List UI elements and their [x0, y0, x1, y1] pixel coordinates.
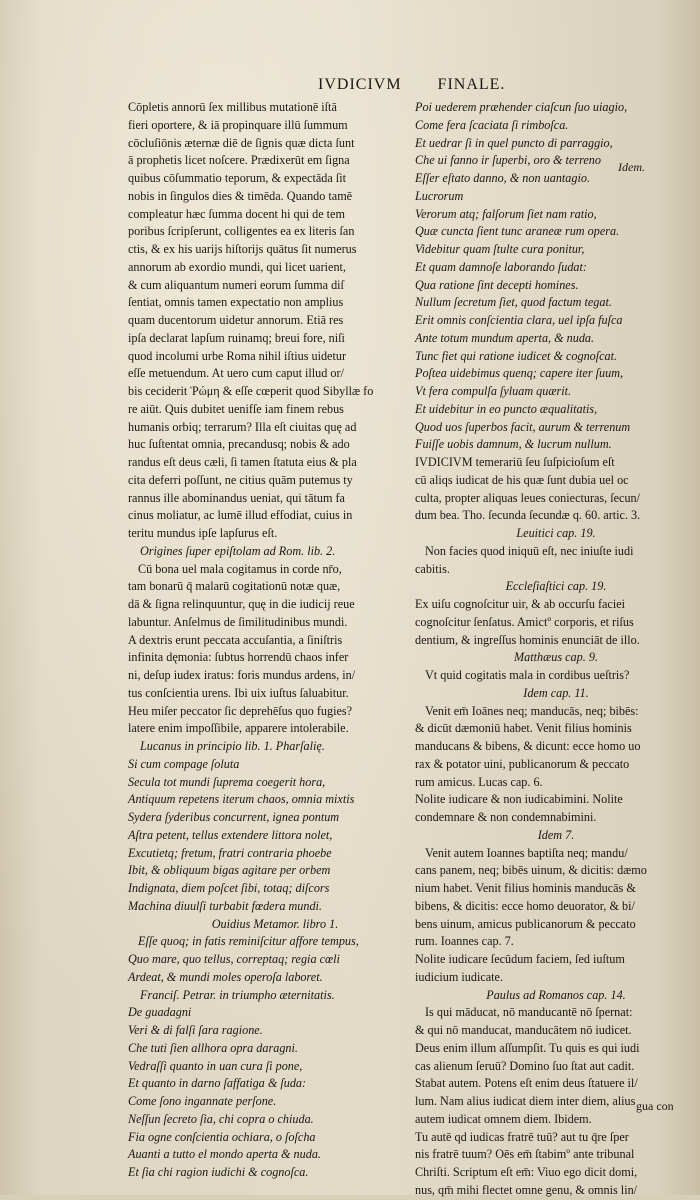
text-line: bens uinum, amicus publicanorum & peccato: [415, 916, 636, 931]
text-line: Che tuti ſien allhora opra daragni.: [128, 1040, 298, 1055]
text-line: Poi uederem præhender ciaſcun ſuo uiagio,: [415, 100, 628, 114]
text-line: Deus enim illum aſſumpſit. Tu quis es qui iudi: [415, 1040, 640, 1055]
text-line: Tunc fiet qui ratione iudicet & cognoſcat.: [415, 348, 618, 363]
text-line: infinita dęmonia: ſubtus horrendū chaos infer: [128, 650, 349, 665]
citation: Lucanus in principio lib. 1. Pharſalię.: [140, 739, 325, 753]
text-line: ā prophetis licet noſcere. Prædixerūt em ſigna: [128, 153, 350, 168]
text-line: Ante totum mundum aperta, & nuda.: [415, 330, 595, 345]
text-line: Veri & di falſi ſara ragione.: [128, 1023, 263, 1037]
text-line: A dextris erunt peccata accuſantia, a ſiniſtris: [128, 632, 343, 647]
text-line: Vt quid cogitatis mala in cordibus ueſtris?: [425, 668, 630, 682]
text-line: rax & potator uini, publicanorum & peccato: [415, 756, 630, 771]
text-line: Et ſia chi ragion iudichi & cognoſca.: [128, 1165, 309, 1179]
text-line: cinus moliatur, ac lumē illud effodiat, cuius in: [128, 508, 353, 523]
text-line: huc ſuſtentat omnia, precandusq; nobis & ado: [128, 437, 350, 452]
running-head-left: IVDICIVM: [318, 76, 402, 93]
text-line: tus conſcientia urens. Ibi uix iuſtus ſaluabitur.: [128, 685, 349, 700]
marginal-note: Idem.: [618, 160, 645, 174]
text-line: dā & ſigna relinquuntur, quę in die iudicij reue: [128, 597, 355, 611]
citation: Origines ſuper epiſtolam ad Rom. lib. 2.: [140, 543, 336, 558]
text-line: tam bonarū q̄ malarū cogitationū notæ quæ,: [128, 579, 341, 594]
text-line: eſſe metuendum. At uero cum caput illud or/: [128, 366, 344, 381]
text-line: Auanti a tutto el mondo aperta & nuda.: [128, 1147, 321, 1162]
text-line: ſentiat, omnis tamen expectatio non amplius: [128, 295, 344, 310]
text-line: Come ſono ingannate perſone.: [128, 1094, 277, 1108]
text-line: & cum aliquantum numeri eorum ſumma diſ: [128, 277, 344, 292]
text-line: Verorum atq; falſorum ſiet nam ratio,: [415, 206, 597, 221]
text-line: Heu miſer peccator ſic deprehēſus quo fugies?: [128, 703, 353, 718]
text-line: cans panem, neq; bibēs uinum, & dicitis: dæmo: [415, 863, 647, 878]
text-line: Ex uiſu cognoſcitur uir, & ab occurſu faciei: [415, 597, 626, 611]
text-line: ipſa declarat lapſum ruinamq; breui fore, niſi: [128, 330, 345, 345]
citation: Ouidius Metamor. libro 1.: [211, 916, 339, 931]
citation: Franciſ. Petrar. in triumpho æternitatis.: [140, 987, 335, 1002]
text-line: teritu mundus ipſe lapſurus eſt.: [128, 526, 278, 540]
text-line: quibus cōſummatio teporum, & expectāda ſit: [128, 171, 346, 185]
text-line: Fuiſſe uobis damnum, & lucrum nullum.: [415, 437, 612, 452]
text-line: Erit omnis conſcientia clara, uel ipſa fuſca: [415, 313, 623, 327]
text-line: dum bea. Tho. ſecunda ſecundæ q. 60. artic. 3.: [415, 508, 641, 523]
text-line: Videbitur quam ſtulte cura ponitur,: [415, 242, 585, 256]
text-line: Come fera ſcaciata ſi rimboſca.: [415, 117, 569, 132]
text-line: iudicium iudicate.: [415, 969, 503, 984]
running-head-right: FINALE.: [437, 76, 506, 93]
text-line: Et quam damnoſe laborando ſudat:: [415, 259, 587, 274]
text-line: poribus ſcripſerunt, colligentes ea ex literis ſan: [128, 224, 355, 239]
text-line: Et uedrar ſi in quel puncto di parraggio,: [415, 135, 613, 150]
text-line: Sydera ſyderibus concurrent, ignea pontum: [128, 810, 340, 824]
text-line: Antiquum repetens iterum chaos, omnia mixtis: [128, 792, 355, 807]
text-line: Excutietq; fretum, fratri contraria phoebe: [128, 845, 332, 860]
text-line: quod incolumi urbe Roma nihil iſtius uidetur: [128, 348, 347, 363]
text-line: rannus ille abominandus ueniat, qui tātum fa: [128, 490, 345, 505]
text-line: cū aliqs iudicat de his quæ ſunt dubia uel oc: [415, 472, 629, 487]
text-line: Non facies quod iniquū eſt, nec iniuſte iudi: [425, 543, 634, 558]
text-line: latere enim impoſſibile, apparere intolerabile.: [128, 721, 349, 736]
text-line: cōcluſiōnis æternæ diē de ſignis quæ dicta ſunt: [128, 135, 355, 150]
text-line: cita deferri poſſunt, ne citius quām putemus ty: [128, 472, 353, 487]
citation: Idem 7.: [537, 827, 575, 842]
text-line: Cōpletis annorū ſex millibus mutationē iſtā: [128, 100, 337, 114]
text-line: Fia ogne conſcientia ochiara, o ſoſcha: [128, 1129, 316, 1144]
text-line: cognoſcitur ſenſatus. Amictº corporis, et riſus: [415, 614, 634, 629]
text-line: Nullum ſecretum ſiet, quod factum tegat.: [415, 295, 612, 310]
text-line: labuntur. Anſelmus de ſimilitudinibus mundi.: [128, 614, 348, 629]
text-line: ctis, & ex his uarijs hiſtorijs quātus ſit numerus: [128, 242, 357, 256]
text-line: & qui nō manducat, manducātem nō iudicet.: [415, 1023, 632, 1037]
text-line: Aſtra petent, tellus extendere littora nolet,: [128, 827, 333, 842]
text-line: Venit autem Ioannes baptiſta neq; mandu/: [425, 845, 628, 860]
text-line: nobis in ſingulos dies & timēda. Quando tamē: [128, 188, 353, 203]
text-line: Et quanto in darno ſaffatiga & ſuda:: [128, 1076, 307, 1091]
text-line: bibens, & dicitis: ecce homo deuorator, & bi/: [415, 898, 635, 913]
text-line: Chriſti. Scriptum eſt em̄: Viuo ego dicit domi,: [415, 1165, 638, 1179]
text-line: fieri oportere, & iā propinquare illū ſummum: [128, 117, 348, 132]
running-head: [318, 76, 505, 94]
text-line: Nolite iudicare & non iudicabimini. Nolite: [415, 792, 623, 807]
text-line: Eſſer eſtato danno, & non uantagio.: [415, 171, 591, 185]
right-column: [415, 99, 685, 1200]
text-line: randus eſt deus cæli, ſi tamen ſtatuta eius & pla: [128, 455, 357, 469]
text-line: IVDICIVM temerariū ſeu ſuſpicioſum eſt: [415, 455, 615, 469]
text-line: Venit em̄ Ioānes neq; manducās, neq; bibēs:: [425, 703, 639, 718]
text-line: nis fratrē tuum? Oēs em̄ ſtabimº ante tribunal: [415, 1147, 635, 1162]
text-line: Eſſe quoq; in fatis reminiſcitur affore tempus,: [138, 934, 359, 949]
text-line: dentium, & ingreſſus hominis enunciāt de illo.: [415, 632, 640, 647]
citation: Matthæus cap. 9.: [514, 650, 598, 665]
text-line: Ardeat, & mundi moles operoſa laboret.: [128, 969, 323, 984]
text-line: Ibit, & obliquum bigas agitare per orbem: [128, 863, 331, 878]
text-line: Nolite iudicare ſecūdum faciem, ſed iuſtum: [415, 952, 625, 966]
page-header: [0, 76, 700, 98]
text-line: humanis orbiq; terrarum? Illa eſt ciuitas quę ad: [128, 419, 357, 434]
text-line: cas alienum ſeruū? Domino ſuo ſtat aut cadit.: [415, 1058, 635, 1073]
citation: Leuitici cap. 19.: [516, 526, 596, 540]
text-line: lum. Nam alius iudicat diem inter diem, alius: [415, 1094, 636, 1108]
text-line: Cū bona uel mala cogitamus in corde nr̄o,: [138, 561, 342, 576]
text-line: re aiūt. Quis dubitet uenifſe iam finem rebus: [128, 401, 344, 416]
catchword: gua con: [636, 1099, 674, 1113]
text-line: quam ducentorum uidetur annorum. Etiā res: [128, 313, 344, 327]
text-line: bis ceciderit Ῥώμη & eſſe cœperit quod Sibyllæ fo: [128, 384, 374, 398]
text-line: Vt fera compulſa ſyluam quærit.: [415, 384, 572, 398]
text-line: Secula tot mundi ſuprema coegerit hora,: [128, 774, 326, 789]
text-line: nium habet. Venit filius hominis manducās &: [415, 881, 636, 895]
text-line: nus, qm̄ mihi flectet omne genu, & omnis lin/: [415, 1182, 638, 1197]
left-column: [128, 99, 410, 1182]
text-line: manducans & bibens, & dicunt: ecce homo uo: [415, 739, 641, 753]
text-line: autem iudicat omnem diem. Ibidem.: [415, 1111, 592, 1126]
text-line: condemnare & non condemnabimini.: [415, 810, 597, 824]
citation: Eccleſiaſtici cap. 19.: [505, 579, 607, 594]
text-line: rum amicus. Lucas cap. 6.: [415, 774, 543, 789]
text-line: Lucrorum: [415, 188, 464, 203]
text-line: Is qui māducat, nō manducantē nō ſpernat:: [425, 1005, 633, 1020]
text-line: rum. Ioannes cap. 7.: [415, 934, 514, 949]
citation: Paulus ad Romanos cap. 14.: [486, 987, 626, 1002]
text-line: culta, propter aliquas leues coniecturas, ſecun/: [415, 490, 641, 505]
text-line: Si cum compage ſoluta: [128, 756, 240, 771]
text-line: Tu autē qd iudicas fratrē tuū? aut tu q̄re ſper: [415, 1129, 629, 1144]
citation: Idem cap. 11.: [523, 685, 589, 700]
text-line: Et uidebitur in eo puncto æqualitatis,: [415, 401, 598, 416]
text-line: Indignata, diem poſcet ſibi, totaq; diſcors: [128, 881, 330, 895]
text-line: Neſſun ſecreto ſia, chi copra o chiuda.: [128, 1111, 314, 1126]
text-line: Che ui fanno ir ſuperbi, oro & terreno: [415, 153, 601, 168]
text-line: Quod uos ſuperbos facit, aurum & terrenum: [415, 419, 631, 434]
text-line: De guadagni: [128, 1005, 192, 1020]
text-line: & dicūt dæmoniū habet. Venit filius hominis: [415, 721, 632, 736]
text-line: compleatur hæc ſumma docent hi qui de tem: [128, 206, 345, 221]
text-line: Poſtea uidebimus quenq; capere iter ſuum,: [415, 366, 624, 381]
text-line: ni, deſup iudex iratus: foris mundus ardens, in/: [128, 668, 356, 682]
text-line: cabitis.: [415, 561, 450, 576]
text-line: Quo mare, quo tellus, correptaq; regia cœli: [128, 952, 340, 966]
text-line: Machina diuulſi turbabit fœdera mundi.: [128, 898, 322, 913]
text-line: annorum ab exordio mundi, qui licet uarient,: [128, 259, 346, 274]
text-line: Quæ cuncta ſient tunc araneæ rum opera.: [415, 224, 620, 239]
text-line: Qua ratione ſint decepti homines.: [415, 277, 579, 292]
text-line: Stabat autem. Potens eſt enim deus ſtatuere il/: [415, 1076, 638, 1091]
text-line: Vedraſſi quanto in uan cura ſi pone,: [128, 1058, 303, 1073]
